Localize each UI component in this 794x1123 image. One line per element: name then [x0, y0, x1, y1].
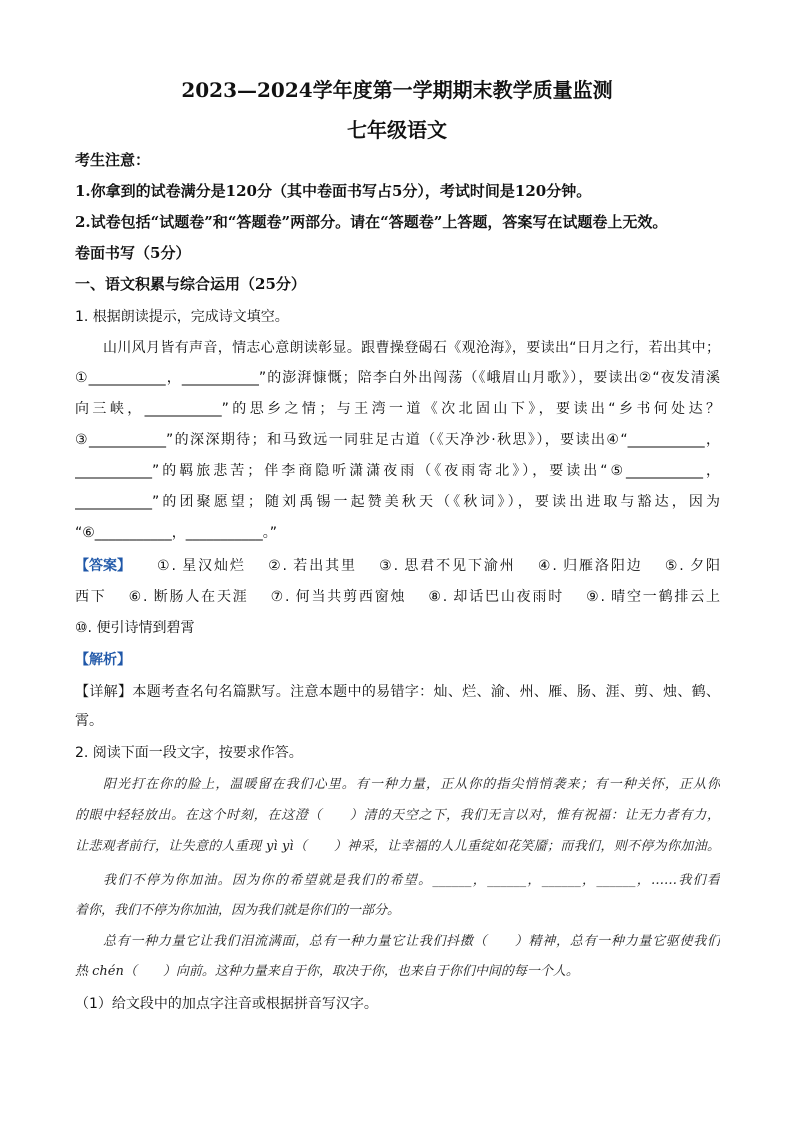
passage-line: 我们不停为你加油。因为你的希望就是我们的希望。______，______，______，______，……我们看	[103, 873, 720, 888]
notice-heading: 考生注意：	[75, 151, 151, 169]
exam-title: 2023—2024学年度第一学期期末教学质量监测	[181, 78, 613, 102]
answer-line: 西下 ⑥. 断肠人在天涯 ⑦. 何当共剪西窗烛 ⑧. 却话巴山夜雨时 ⑨. 晴空一鹤排云上	[75, 589, 720, 605]
exam-subtitle: 七年级语文	[347, 118, 447, 142]
section-heading: 一、语文积累与综合运用（25分）	[75, 275, 306, 293]
q1-line: 向三峡，___________”的思乡之情；与王湾一道《次北固山下》，要读出“乡书何处达？	[75, 401, 720, 417]
passage-line: 阳光打在你的脸上，温暖留在我们心里。有一种力量，正从你的指尖悄悄袭来；有一种关怀，正从你	[103, 777, 720, 792]
q1-line: ①___________，___________”的澎湃慷慨；陪李白外出闯荡（《峨眉山月歌》），要读出②“夜发清溪	[75, 370, 720, 386]
detail-line: 霄。	[75, 713, 103, 729]
detail-line: 【详解】本题考查名句名篇默写。注意本题中的易错字：灿、烂、渝、州、雁、肠、涯、剪、烛、鹤、	[75, 684, 720, 700]
answer-line: ⑩. 便引诗情到碧霄	[75, 620, 195, 636]
passage-line: 的眼中轻轻放出。在这个时刻，在这澄（ ）清的天空之下，我们无言以对，惟有祝福：让无力者有力，	[75, 808, 720, 823]
answer-tag: 【答案】	[75, 558, 131, 574]
notice-item-2: 2.试卷包括“试题卷”和“答题卷”两部分。请在“答题卷”上答题，答案写在试题卷上无效。	[75, 213, 668, 231]
question-2-prompt: 2. 阅读下面一段文字，按要求作答。	[75, 745, 303, 761]
q1-line: 山川风月皆有声音，情志心意朗读彰显。跟曹操登碣石《观沧海》，要读出“日月之行，若出其中；	[103, 340, 720, 356]
passage-line: 让悲观者前行，让失意的人重现 yì yì（ ）神采，让幸福的人儿重绽如花笑靥；而我们，则不停为你加油。	[75, 839, 720, 854]
passage-line: 热 chén（ ）向前。这种力量来自于你，取决于你，也来自于你们中间的每一个人。	[75, 964, 579, 979]
answer-line: ①. 星汉灿烂 ②. 若出其里 ③. 思君不见下渝州 ④. 归雁洛阳边 ⑤. 夕阳	[157, 558, 720, 574]
sub-question-1: （1）给文段中的加点字注音或根据拼音写汉字。	[75, 996, 378, 1012]
passage-line: 着你，我们不停为你加油，因为我们就是你们的一部分。	[75, 903, 401, 918]
answer-row	[75, 556, 131, 576]
handwriting-score: 卷面书写（5分）	[75, 244, 191, 262]
q1-line: ③___________”的深深期待；和马致远一同驻足古道（《天净沙·秋思》），要读出④“___________，	[75, 432, 720, 448]
passage-line: 总有一种力量它让我们泪流满面，总有一种力量它让我们抖擞（ ）精神，总有一种力量它驱使我们	[103, 934, 720, 949]
q1-line: “⑥___________，___________。”	[75, 525, 278, 541]
q1-line: ___________”的羁旅悲苦；伴李商隐听潇潇夜雨（《夜雨寄北》），要读出“⑤___________，	[75, 463, 720, 479]
q1-line: ___________”的团聚愿望；随刘禹锡一起赞美秋天（《秋词》），要读出进取与豁达，因为	[75, 494, 720, 510]
analysis-tag: 【解析】	[75, 652, 131, 668]
notice-item-1: 1.你拿到的试卷满分是120分（其中卷面书写占5分），考试时间是120分钟。	[75, 182, 592, 200]
question-1-prompt: 1. 根据朗读提示，完成诗文填空。	[75, 309, 289, 325]
